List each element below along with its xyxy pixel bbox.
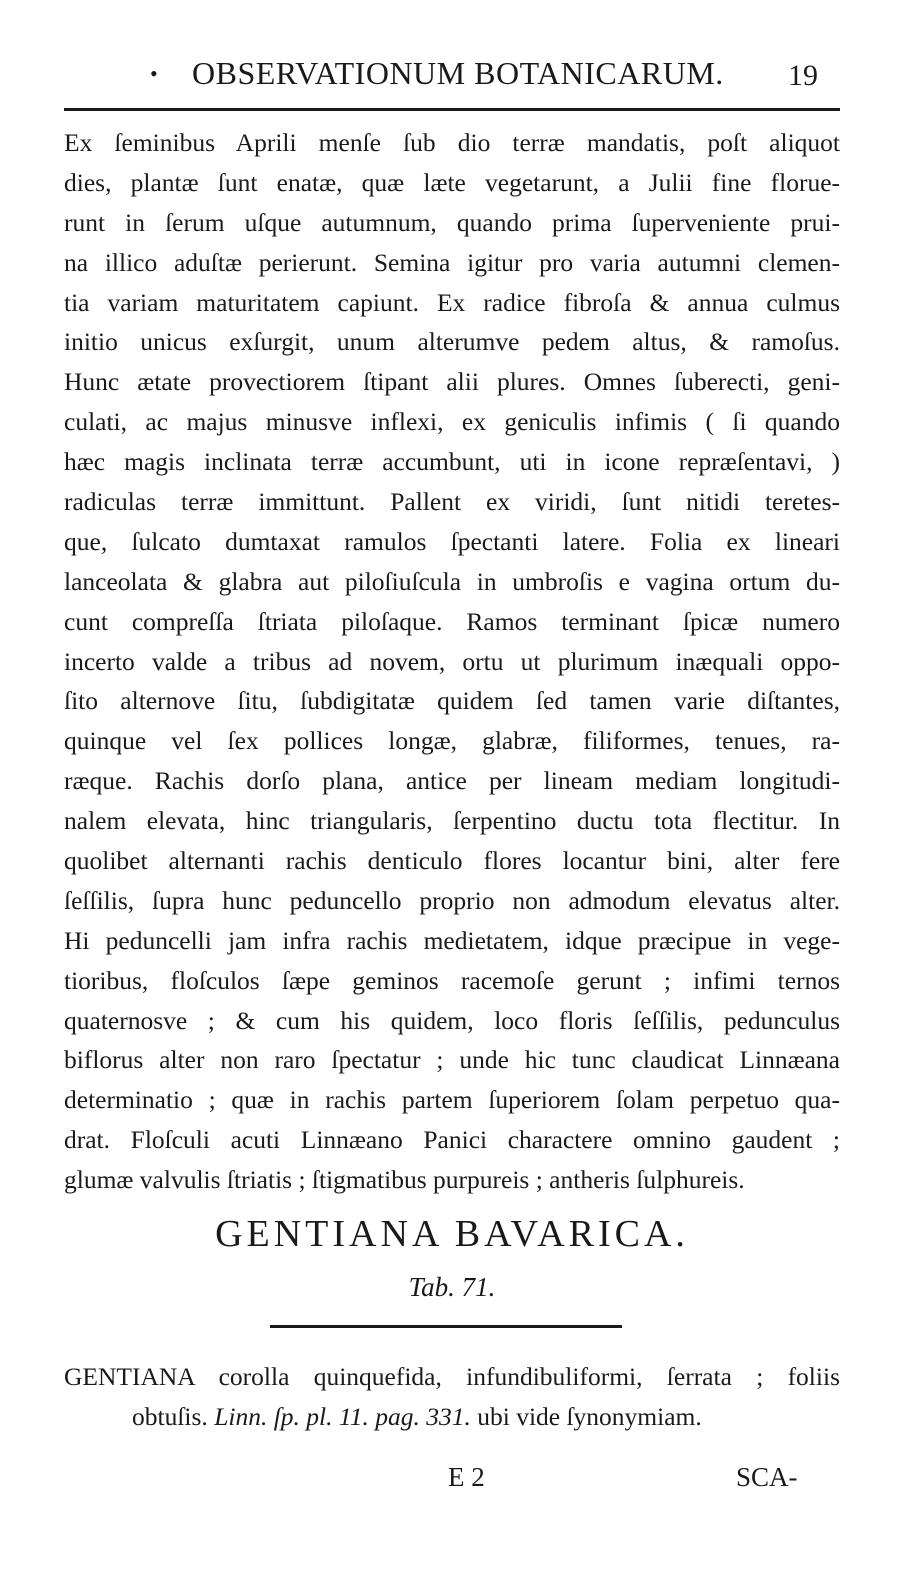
diagnosis-line-1: GENTIANA corolla quinquefida, infundibuliformi, ſerrata ; foliis bbox=[64, 1362, 840, 1391]
text-line: ſito alternove ſitu, ſubdigitatæ quidem ſed tamen varie diſtantes, bbox=[64, 686, 840, 716]
text-line: hæc magis inclinata terræ accumbunt, uti in icone repræſentavi, ) bbox=[64, 447, 840, 477]
running-head-bullet: • bbox=[150, 61, 158, 86]
text-line: Hi peduncelli jam infra rachis medietatem, idque præcipue in vege- bbox=[64, 925, 840, 955]
diagnosis-text-pre: obtuſis. bbox=[132, 1402, 215, 1431]
text-line: quaternosve ; & cum his quidem, loco floris ſeſſilis, pedunculus bbox=[64, 1005, 840, 1035]
running-head bbox=[150, 55, 840, 103]
text-line: quinque vel ſex pollices longæ, glabræ, filiformes, tenues, ra- bbox=[64, 726, 840, 756]
text-line: nalem elevata, hinc triangularis, ſerpentino ductu tota flectitur. In bbox=[64, 806, 840, 836]
linnaeus-citation: Linn. ſp. pl. 11. pag. 331. bbox=[214, 1402, 471, 1431]
text-line: Ex ſeminibus Aprili menſe ſub dio terræ mandatis, poſt aliquot bbox=[64, 128, 840, 157]
catchword: SCA- bbox=[736, 1462, 798, 1492]
page-footer bbox=[0, 1462, 900, 1512]
text-line: lanceolata & glabra aut piloſiuſcula in umbroſis e vagina ortum du- bbox=[64, 566, 840, 596]
text-line: dies, plantæ ſunt enatæ, quæ læte vegetarunt, a Julii fine floruе- bbox=[64, 167, 840, 197]
diagnosis-text-post: ubi vide ſynonymiam. bbox=[470, 1402, 702, 1431]
text-line: glumæ valvulis ſtriatis ; ſtigmatibus purpureis ; antheris ſulphureis. bbox=[64, 1165, 745, 1195]
text-line: na illico aduſtæ perierunt. Semina igitur pro varia autumni clemen- bbox=[64, 247, 840, 277]
running-head-title: OBSERVATIONUM BOTANICARUM. bbox=[192, 55, 724, 91]
text-line: initio unicus exſurgit, unum alterumve pedem altus, & ramoſus. bbox=[64, 327, 840, 357]
text-line: determinatio ; quæ in rachis partem ſuperiorem ſolam perpetuo qua- bbox=[64, 1085, 840, 1115]
text-line: ræque. Rachis dorſo plana, antice per lineam mediam longitudi- bbox=[64, 766, 840, 796]
text-line: que, ſulcato dumtaxat ramulos ſpectanti latere. Folia ex lineari bbox=[64, 526, 840, 556]
text-line: Hunc ætate provectiorem ſtipant alii plures. Omnes ſuberecti, geni- bbox=[64, 367, 840, 397]
plate-reference: Tab. 71. bbox=[408, 1272, 496, 1302]
diagnosis-line-2 bbox=[64, 1397, 840, 1437]
section-rule bbox=[270, 1325, 622, 1328]
body-paragraph bbox=[64, 123, 840, 1200]
text-line: quolibet alternanti rachis denticulo flores locantur bini, alter fere bbox=[64, 846, 840, 876]
signature-mark: E 2 bbox=[448, 1462, 485, 1492]
text-line: runt in ſerum uſque autumnum, quando prima ſupervenientе prui- bbox=[64, 207, 840, 237]
species-diagnosis bbox=[64, 1357, 840, 1437]
text-line: tia variam maturitatem capiunt. Ex radice fibroſa & annua culmus bbox=[64, 287, 840, 317]
text-line: incerto valde a tribus ad novem, ortu ut plurimum inæquali oppo- bbox=[64, 646, 840, 676]
text-line: tioribus, floſculos ſæpe geminos racemoſe gerunt ; infimi ternos bbox=[64, 965, 840, 995]
page-number: 19 bbox=[788, 59, 818, 92]
text-line: ſeſſilis, ſupra hunc peduncello proprio non admodum elevatus alter. bbox=[64, 885, 840, 915]
section-title: GENTIANA BAVARICA. bbox=[215, 1213, 689, 1255]
header-rule bbox=[64, 108, 840, 111]
text-line: culati, ac majus minusve inflexi, ex geniculis infimis ( ſi quando bbox=[64, 407, 840, 437]
text-line: radiculas terræ immittunt. Pallent ex viridi, ſunt nitidi teretes- bbox=[64, 487, 840, 517]
text-line: cunt compreſſa ſtriata piloſaque. Ramos terminant ſpicæ numero bbox=[64, 606, 840, 636]
text-line: drat. Floſculi acuti Linnæano Panici charactere omnino gaudent ; bbox=[64, 1125, 840, 1155]
text-line: biflorus alter non raro ſpectatur ; unde hic tunc claudicat Linnæana bbox=[64, 1045, 840, 1075]
